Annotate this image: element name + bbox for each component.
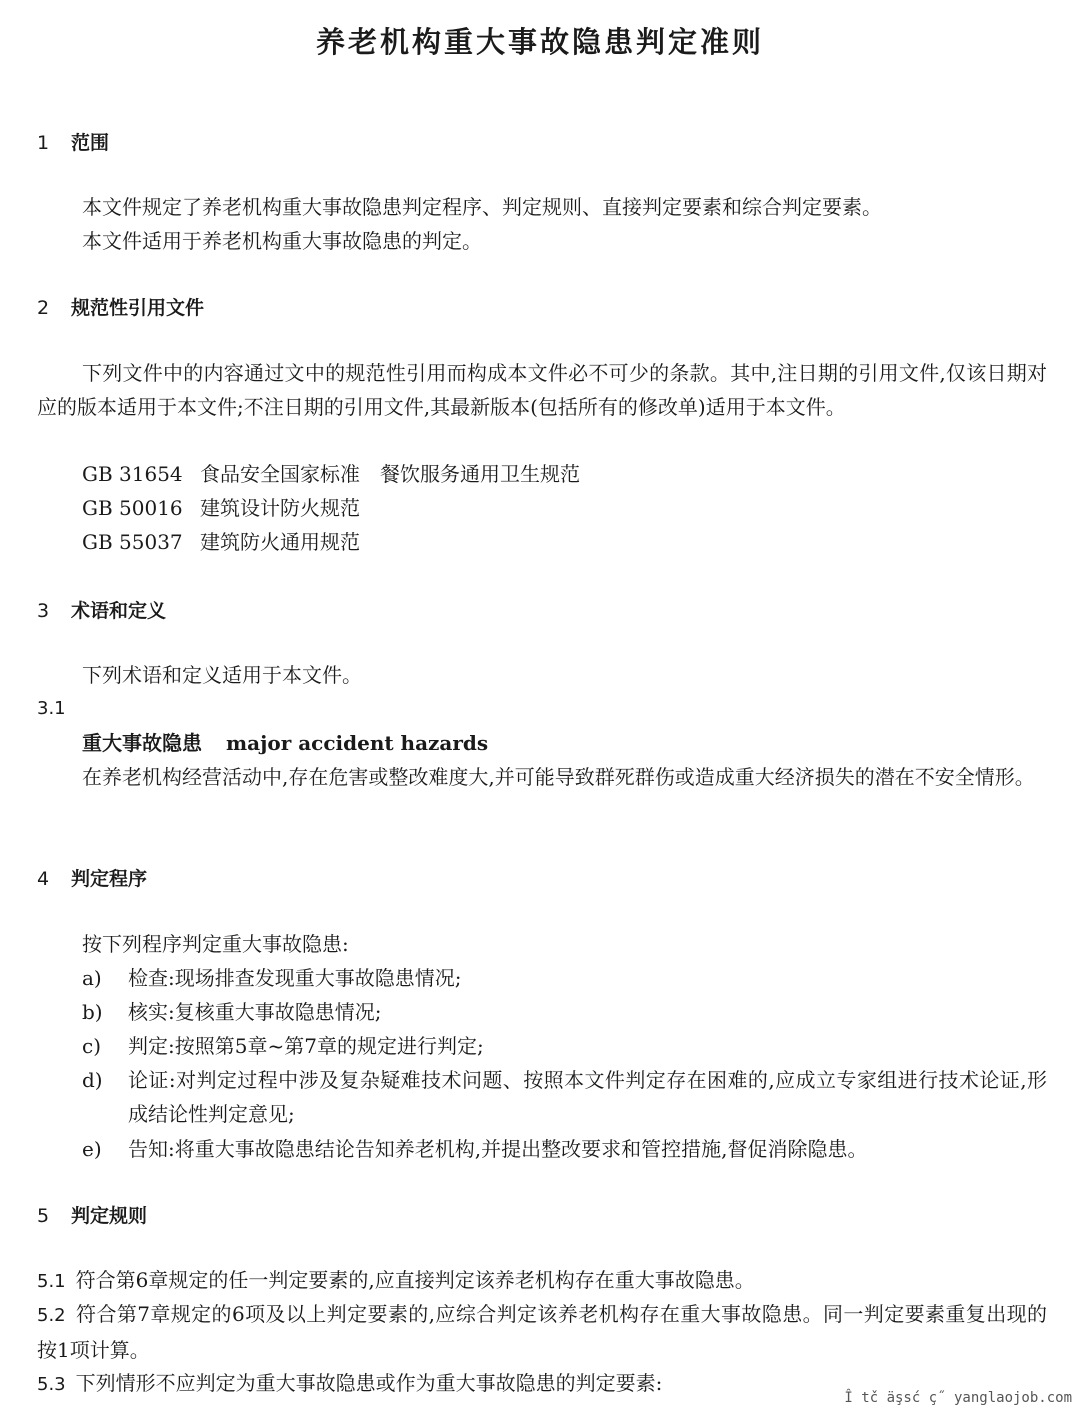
list-text: 判定:按照第5章~第7章的规定进行判定; <box>128 1034 484 1058</box>
reference-name: 建筑防火通用规范 <box>200 530 360 554</box>
section-number: 2 <box>37 297 50 319</box>
list-item <box>82 1132 1047 1166</box>
reference-name: 食品安全国家标准 餐饮服务通用卫生规范 <box>200 462 580 486</box>
list-marker: c) <box>82 1034 102 1058</box>
watermark: Î tč äşsć ç˝ yanglaojob.com <box>844 1390 1072 1406</box>
list-item <box>82 995 1047 1029</box>
reference-code: GB 55037 <box>82 530 183 554</box>
section-number: 5 <box>37 1205 50 1227</box>
section-title: 判定程序 <box>71 868 148 890</box>
clause-number: 5.3 <box>37 1374 66 1395</box>
section-heading-5 <box>37 1202 147 1230</box>
list-text: 论证:对判定过程中涉及复杂疑难技术问题、按照本文件判定存在困难的,应成立专家组进行技术论证,形成结论性判定意见; <box>128 1068 1047 1126</box>
reference-name: 建筑设计防火规范 <box>200 496 360 520</box>
list-item <box>82 1029 1047 1063</box>
section-title: 范围 <box>71 132 110 154</box>
section-title: 规范性引用文件 <box>71 297 205 319</box>
list-item <box>82 961 1047 995</box>
list-text: 告知:将重大事故隐患结论告知养老机构,并提出整改要求和管控措施,督促消除隐患。 <box>128 1137 868 1161</box>
section-heading-1 <box>37 129 109 157</box>
list-marker: a) <box>82 966 102 990</box>
paragraph: 本文件规定了养老机构重大事故隐患判定程序、判定规则、直接判定要素和综合判定要素。 <box>82 195 882 219</box>
term-chinese: 重大事故隐患 <box>82 731 202 755</box>
clause-text: 符合第7章规定的6项及以上判定要素的,应综合判定该养老机构存在重大事故隐患。同一判定要素重复出现的按1项计算。 <box>37 1302 1047 1362</box>
reference-item <box>82 528 360 556</box>
term-english: major accident hazards <box>226 731 489 755</box>
clause-number: 5.2 <box>37 1305 66 1326</box>
clause <box>37 1263 1047 1299</box>
paragraph: 下列文件中的内容通过文中的规范性引用而构成本文件必不可少的条款。其中,注日期的引用文件,仅该日期对应的版本适用于本文件;不注日期的引用文件,其最新版本(包括所有的修改单)适用于本文件。 <box>37 361 1047 419</box>
section-number: 4 <box>37 868 50 890</box>
reference-item <box>82 460 580 488</box>
list-marker: d) <box>82 1068 103 1092</box>
reference-item <box>82 494 360 522</box>
paragraph: 下列术语和定义适用于本文件。 <box>82 663 362 687</box>
list-text: 检查:现场排查发现重大事故隐患情况; <box>128 966 462 990</box>
list-marker: b) <box>82 1000 103 1024</box>
paragraph: 按下列程序判定重大事故隐患: <box>82 932 349 956</box>
list-item <box>82 1063 1047 1131</box>
paragraph: 本文件适用于养老机构重大事故隐患的判定。 <box>82 229 482 253</box>
term-definition: 在养老机构经营活动中,存在危害或整改难度大,并可能导致群死群伤或造成重大经济损失的潜在不安全情形。 <box>82 765 1035 789</box>
list-text: 核实:复核重大事故隐患情况; <box>128 1000 382 1024</box>
document-title: 养老机构重大事故隐患判定准则 <box>315 25 764 59</box>
section-heading-2 <box>37 294 204 322</box>
section-number: 3 <box>37 600 50 622</box>
section-title: 判定规则 <box>71 1205 148 1227</box>
subsection-number: 3.1 <box>37 698 66 719</box>
clause-number: 5.1 <box>37 1271 66 1292</box>
section-number: 1 <box>37 132 50 154</box>
clause-text: 符合第6章规定的任一判定要素的,应直接判定该养老机构存在重大事故隐患。 <box>75 1268 755 1292</box>
reference-code: GB 50016 <box>82 496 183 520</box>
section-heading-3 <box>37 597 166 625</box>
reference-code: GB 31654 <box>82 462 183 486</box>
section-heading-4 <box>37 865 147 893</box>
clause <box>37 1297 1047 1367</box>
section-title: 术语和定义 <box>71 600 167 622</box>
term-entry <box>82 729 488 757</box>
clause-text: 下列情形不应判定为重大事故隐患或作为重大事故隐患的判定要素: <box>75 1371 663 1395</box>
list-marker: e) <box>82 1137 102 1161</box>
